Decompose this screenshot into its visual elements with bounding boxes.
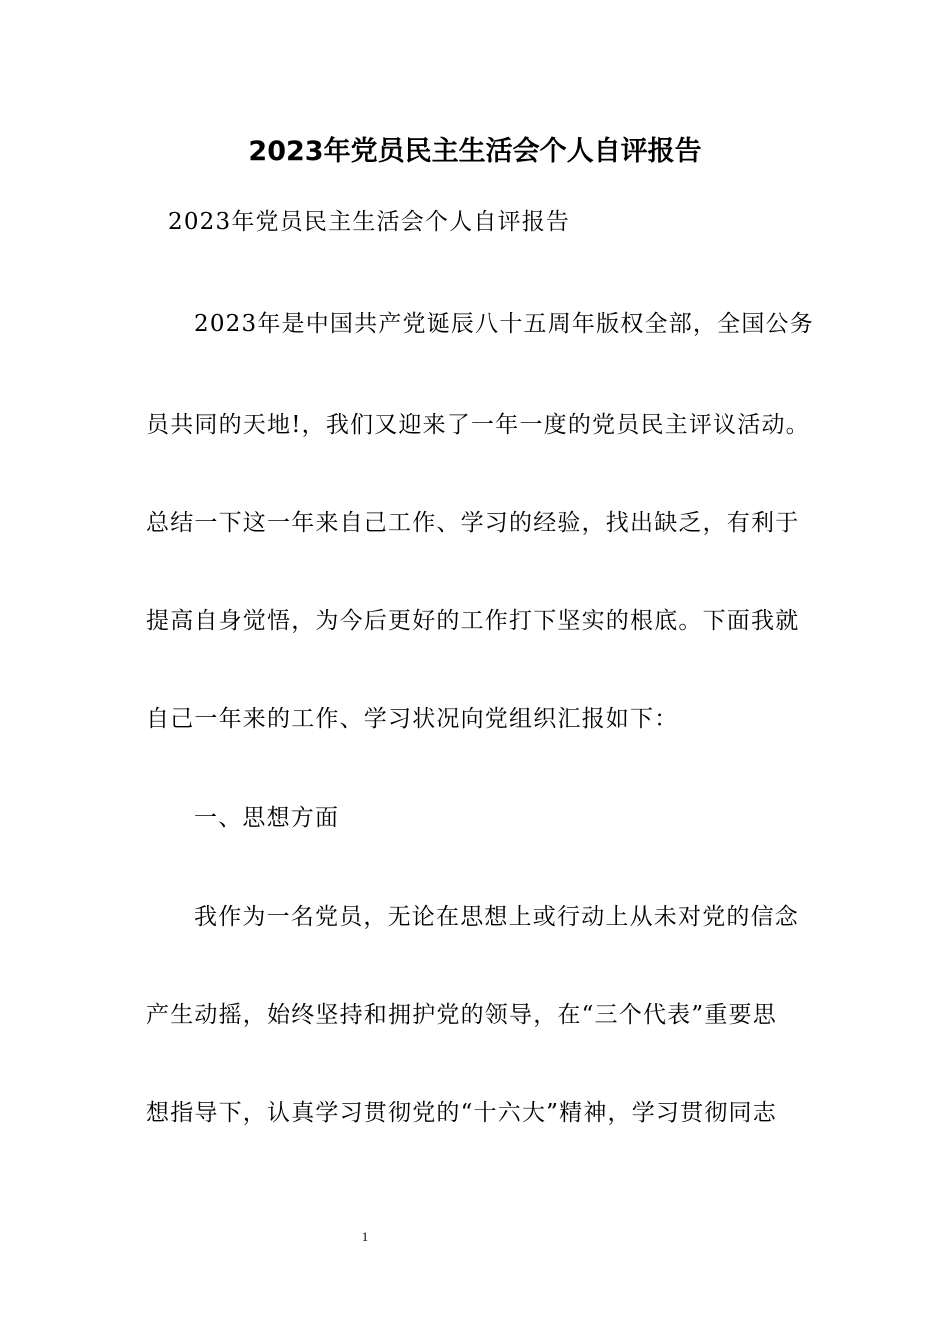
page-number: 1 <box>361 1229 369 1244</box>
paragraph-line: 想指导下，认真学习贯彻党的“十六大”精神，学习贯彻同志 <box>146 1100 777 1126</box>
document-title: 2023年党员民主生活会个人自评报告 <box>248 136 702 167</box>
paragraph-line: 2023年是中国共产党诞辰八十五周年版权全部，全国公务 <box>194 311 814 337</box>
document-subtitle: 2023年党员民主生活会个人自评报告 <box>168 209 571 235</box>
paragraph-line: 自己一年来的工作、学习状况向党组织汇报如下： <box>146 706 679 732</box>
section-heading: 一、思想方面 <box>194 805 340 831</box>
paragraph-line: 员共同的天地!，我们又迎来了一年一度的党员民主评议活动。 <box>146 412 810 438</box>
paragraph-line: 总结一下这一年来自己工作、学习的经验，找出缺乏，有利于 <box>146 510 800 536</box>
paragraph-line: 产生动摇，始终坚持和拥护党的领导，在“三个代表”重要思 <box>146 1002 777 1028</box>
paragraph-line: 我作为一名党员，无论在思想上或行动上从未对党的信念 <box>194 904 799 930</box>
paragraph-line: 提高自身觉悟，为今后更好的工作打下坚实的根底。下面我就 <box>146 608 800 634</box>
